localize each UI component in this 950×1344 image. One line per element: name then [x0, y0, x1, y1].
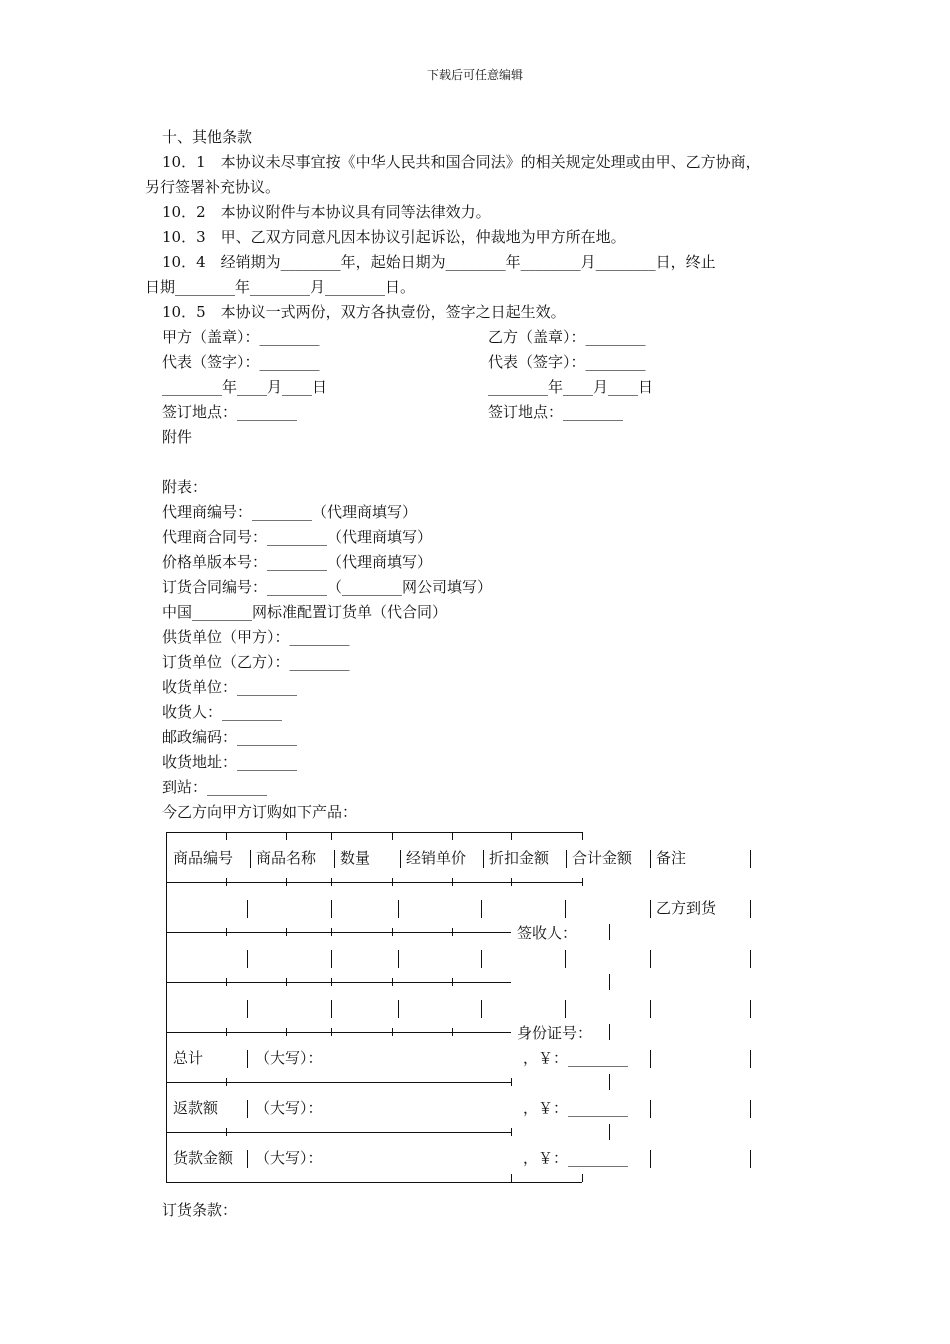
table-rule-header: [166, 882, 582, 883]
table-tick: [511, 832, 512, 840]
table-tick: [226, 1028, 227, 1036]
table-tick: [582, 878, 583, 886]
table-rule-row: [166, 1032, 511, 1033]
table-tick: [392, 1028, 393, 1036]
table-tick: [452, 832, 453, 840]
rebate-amount-words: （大写）：: [255, 1099, 323, 1117]
table-rule-row: [166, 1082, 511, 1083]
order-table: [163, 828, 763, 1188]
delivery-address: 收货地址：________: [162, 753, 298, 771]
table-tick: [511, 1128, 512, 1136]
side-label-signer: 签收人：: [517, 924, 578, 942]
payment-amount-words: （大写）：: [255, 1149, 323, 1167]
order-form-title: 中国________网标准配置订货单（代合同）: [162, 603, 448, 621]
payment-amount-cny: ，￥：________: [523, 1149, 629, 1167]
table-tick: [331, 832, 332, 840]
table-tick: [392, 978, 393, 986]
table-tick: [582, 1174, 583, 1182]
header-remarks: 备注: [656, 849, 687, 867]
party-b-date: ________年____月____日: [488, 378, 654, 396]
table-col-sep: [565, 1000, 566, 1018]
table-col-sep: [750, 1050, 751, 1068]
table-rule-row: [166, 932, 511, 933]
table-col-sep: [609, 1024, 610, 1040]
table-tick: [331, 1028, 332, 1036]
clause-10-1-cont: 另行签署补充协议。: [145, 178, 281, 196]
table-col-sep: [247, 1100, 248, 1118]
table-col-sep: [481, 950, 482, 968]
postal-code: 邮政编码：________: [162, 728, 298, 746]
party-a-place: 签订地点：________: [162, 403, 298, 421]
table-col-sep: [650, 950, 651, 968]
table-col-sep: [250, 850, 251, 868]
table-col-sep: [750, 850, 751, 868]
table-col-sep: [565, 900, 566, 918]
table-tick: [226, 928, 227, 936]
table-tick: [452, 978, 453, 986]
table-col-sep: [247, 1050, 248, 1068]
table-tick: [286, 832, 287, 840]
table-col-sep: [481, 900, 482, 918]
schedule-title: 附表：: [162, 478, 208, 496]
party-a-date: ________年____月____日: [162, 378, 328, 396]
table-tick: [226, 1078, 227, 1086]
table-col-sep: [400, 850, 401, 868]
header-product-name: 商品名称: [256, 849, 317, 867]
clause-10-1: 10．1 本协议未尽事宜按《中华人民共和国合同法》的相关规定处理或由甲、乙方协商，: [162, 153, 761, 171]
table-tick: [392, 878, 393, 886]
table-tick: [331, 928, 332, 936]
table-tick: [226, 1128, 227, 1136]
attachment-title: 附件: [162, 428, 193, 446]
table-col-sep: [331, 900, 332, 918]
table-tick: [226, 978, 227, 986]
agent-number: 代理商编号：________（代理商填写）: [162, 503, 418, 521]
table-rule-row: [166, 1132, 511, 1133]
header-total: 合计金额: [572, 849, 633, 867]
arrival-station: 到站：________: [162, 778, 268, 796]
header-quantity: 数量: [340, 849, 371, 867]
header-unit-price: 经销单价: [406, 849, 467, 867]
table-tick: [392, 832, 393, 840]
side-label-id-number: 身份证号：: [517, 1024, 593, 1042]
table-tick: [286, 928, 287, 936]
party-b-rep: 代表（签字）：________: [488, 353, 646, 371]
table-col-sep: [750, 900, 751, 918]
table-col-sep: [609, 974, 610, 990]
price-list-version: 价格单版本号：________（代理商填写）: [162, 553, 433, 571]
table-col-sep: [750, 1000, 751, 1018]
table-tick: [582, 832, 583, 840]
total-amount-cny: ，￥：________: [523, 1049, 629, 1067]
table-col-sep: [398, 950, 399, 968]
table-col-sep: [650, 850, 651, 868]
receiving-unit: 收货单位：________: [162, 678, 298, 696]
table-col-sep: [650, 1150, 651, 1168]
table-tick: [452, 878, 453, 886]
table-tick: [286, 878, 287, 886]
table-col-sep: [650, 1000, 651, 1018]
header-product-code: 商品编号: [173, 849, 234, 867]
table-col-sep: [331, 1000, 332, 1018]
table-tick: [286, 1028, 287, 1036]
clause-10-2: 10．2 本协议附件与本协议具有同等法律效力。: [162, 203, 491, 221]
clause-10-4: 10．4 经销期为________年，起始日期为________年________月________日，终止: [162, 253, 716, 271]
table-tick: [452, 928, 453, 936]
table-tick: [511, 878, 512, 886]
party-b-place: 签订地点：________: [488, 403, 624, 421]
party-a-seal: 甲方（盖章）：________: [162, 328, 320, 346]
table-col-sep: [331, 950, 332, 968]
table-col-sep: [750, 1150, 751, 1168]
table-col-sep: [398, 900, 399, 918]
table-rule-row: [166, 982, 511, 983]
table-tick: [452, 1028, 453, 1036]
table-tick: [226, 878, 227, 886]
buyer: 订货单位（乙方）：________: [162, 653, 350, 671]
table-col-sep: [750, 1100, 751, 1118]
supplier: 供货单位（甲方）：________: [162, 628, 350, 646]
clause-10-3: 10．3 甲、乙双方同意凡因本协议引起诉讼，仲裁地为甲方所在地。: [162, 228, 626, 246]
page-header: 下载后可任意编辑: [426, 68, 523, 82]
rebate-amount-cny: ，￥：________: [523, 1099, 629, 1117]
table-col-sep: [650, 1050, 651, 1068]
table-col-sep: [565, 950, 566, 968]
agent-contract-number: 代理商合同号：________（代理商填写）: [162, 528, 433, 546]
table-tick: [331, 978, 332, 986]
table-col-sep: [609, 924, 610, 940]
table-col-sep: [750, 950, 751, 968]
clause-10-4-cont: 日期________年________月________日。: [145, 278, 416, 296]
clause-10-5: 10．5 本协议一式两份，双方各执壹份，签字之日起生效。: [162, 303, 566, 321]
total-amount-words: （大写）：: [255, 1049, 323, 1067]
table-col-sep: [247, 1000, 248, 1018]
table-col-sep: [609, 1074, 610, 1090]
table-rule-bottom: [166, 1182, 582, 1183]
table-border-left: [166, 832, 167, 1182]
table-col-sep: [334, 850, 335, 868]
rebate-label: 返款额: [173, 1099, 219, 1117]
order-intro: 今乙方向甲方订购如下产品：: [162, 803, 358, 821]
table-rule-top: [166, 832, 582, 833]
order-terms-title: 订货条款：: [162, 1201, 238, 1219]
table-col-sep: [247, 900, 248, 918]
table-col-sep: [650, 1100, 651, 1118]
table-col-sep: [609, 1124, 610, 1140]
table-col-sep: [247, 1150, 248, 1168]
table-col-sep: [566, 850, 567, 868]
table-col-sep: [247, 950, 248, 968]
party-b-seal: 乙方（盖章）：________: [488, 328, 646, 346]
table-col-sep: [398, 1000, 399, 1018]
table-tick: [392, 928, 393, 936]
table-tick: [331, 878, 332, 886]
table-tick: [511, 1174, 512, 1182]
side-label-arrival: 乙方到货: [656, 899, 717, 917]
table-tick: [286, 978, 287, 986]
payment-label: 货款金额: [173, 1149, 234, 1167]
order-contract-number: 订货合同编号：________（________网公司填写）: [162, 578, 493, 596]
section-title: 十、其他条款: [162, 128, 253, 146]
table-col-sep: [483, 850, 484, 868]
table-col-sep: [650, 900, 651, 918]
total-label: 总计: [173, 1049, 204, 1067]
consignee: 收货人：________: [162, 703, 283, 721]
party-a-rep: 代表（签字）：________: [162, 353, 320, 371]
table-tick: [511, 1078, 512, 1086]
table-tick: [226, 832, 227, 840]
table-col-sep: [481, 1000, 482, 1018]
header-discount: 折扣金额: [489, 849, 550, 867]
